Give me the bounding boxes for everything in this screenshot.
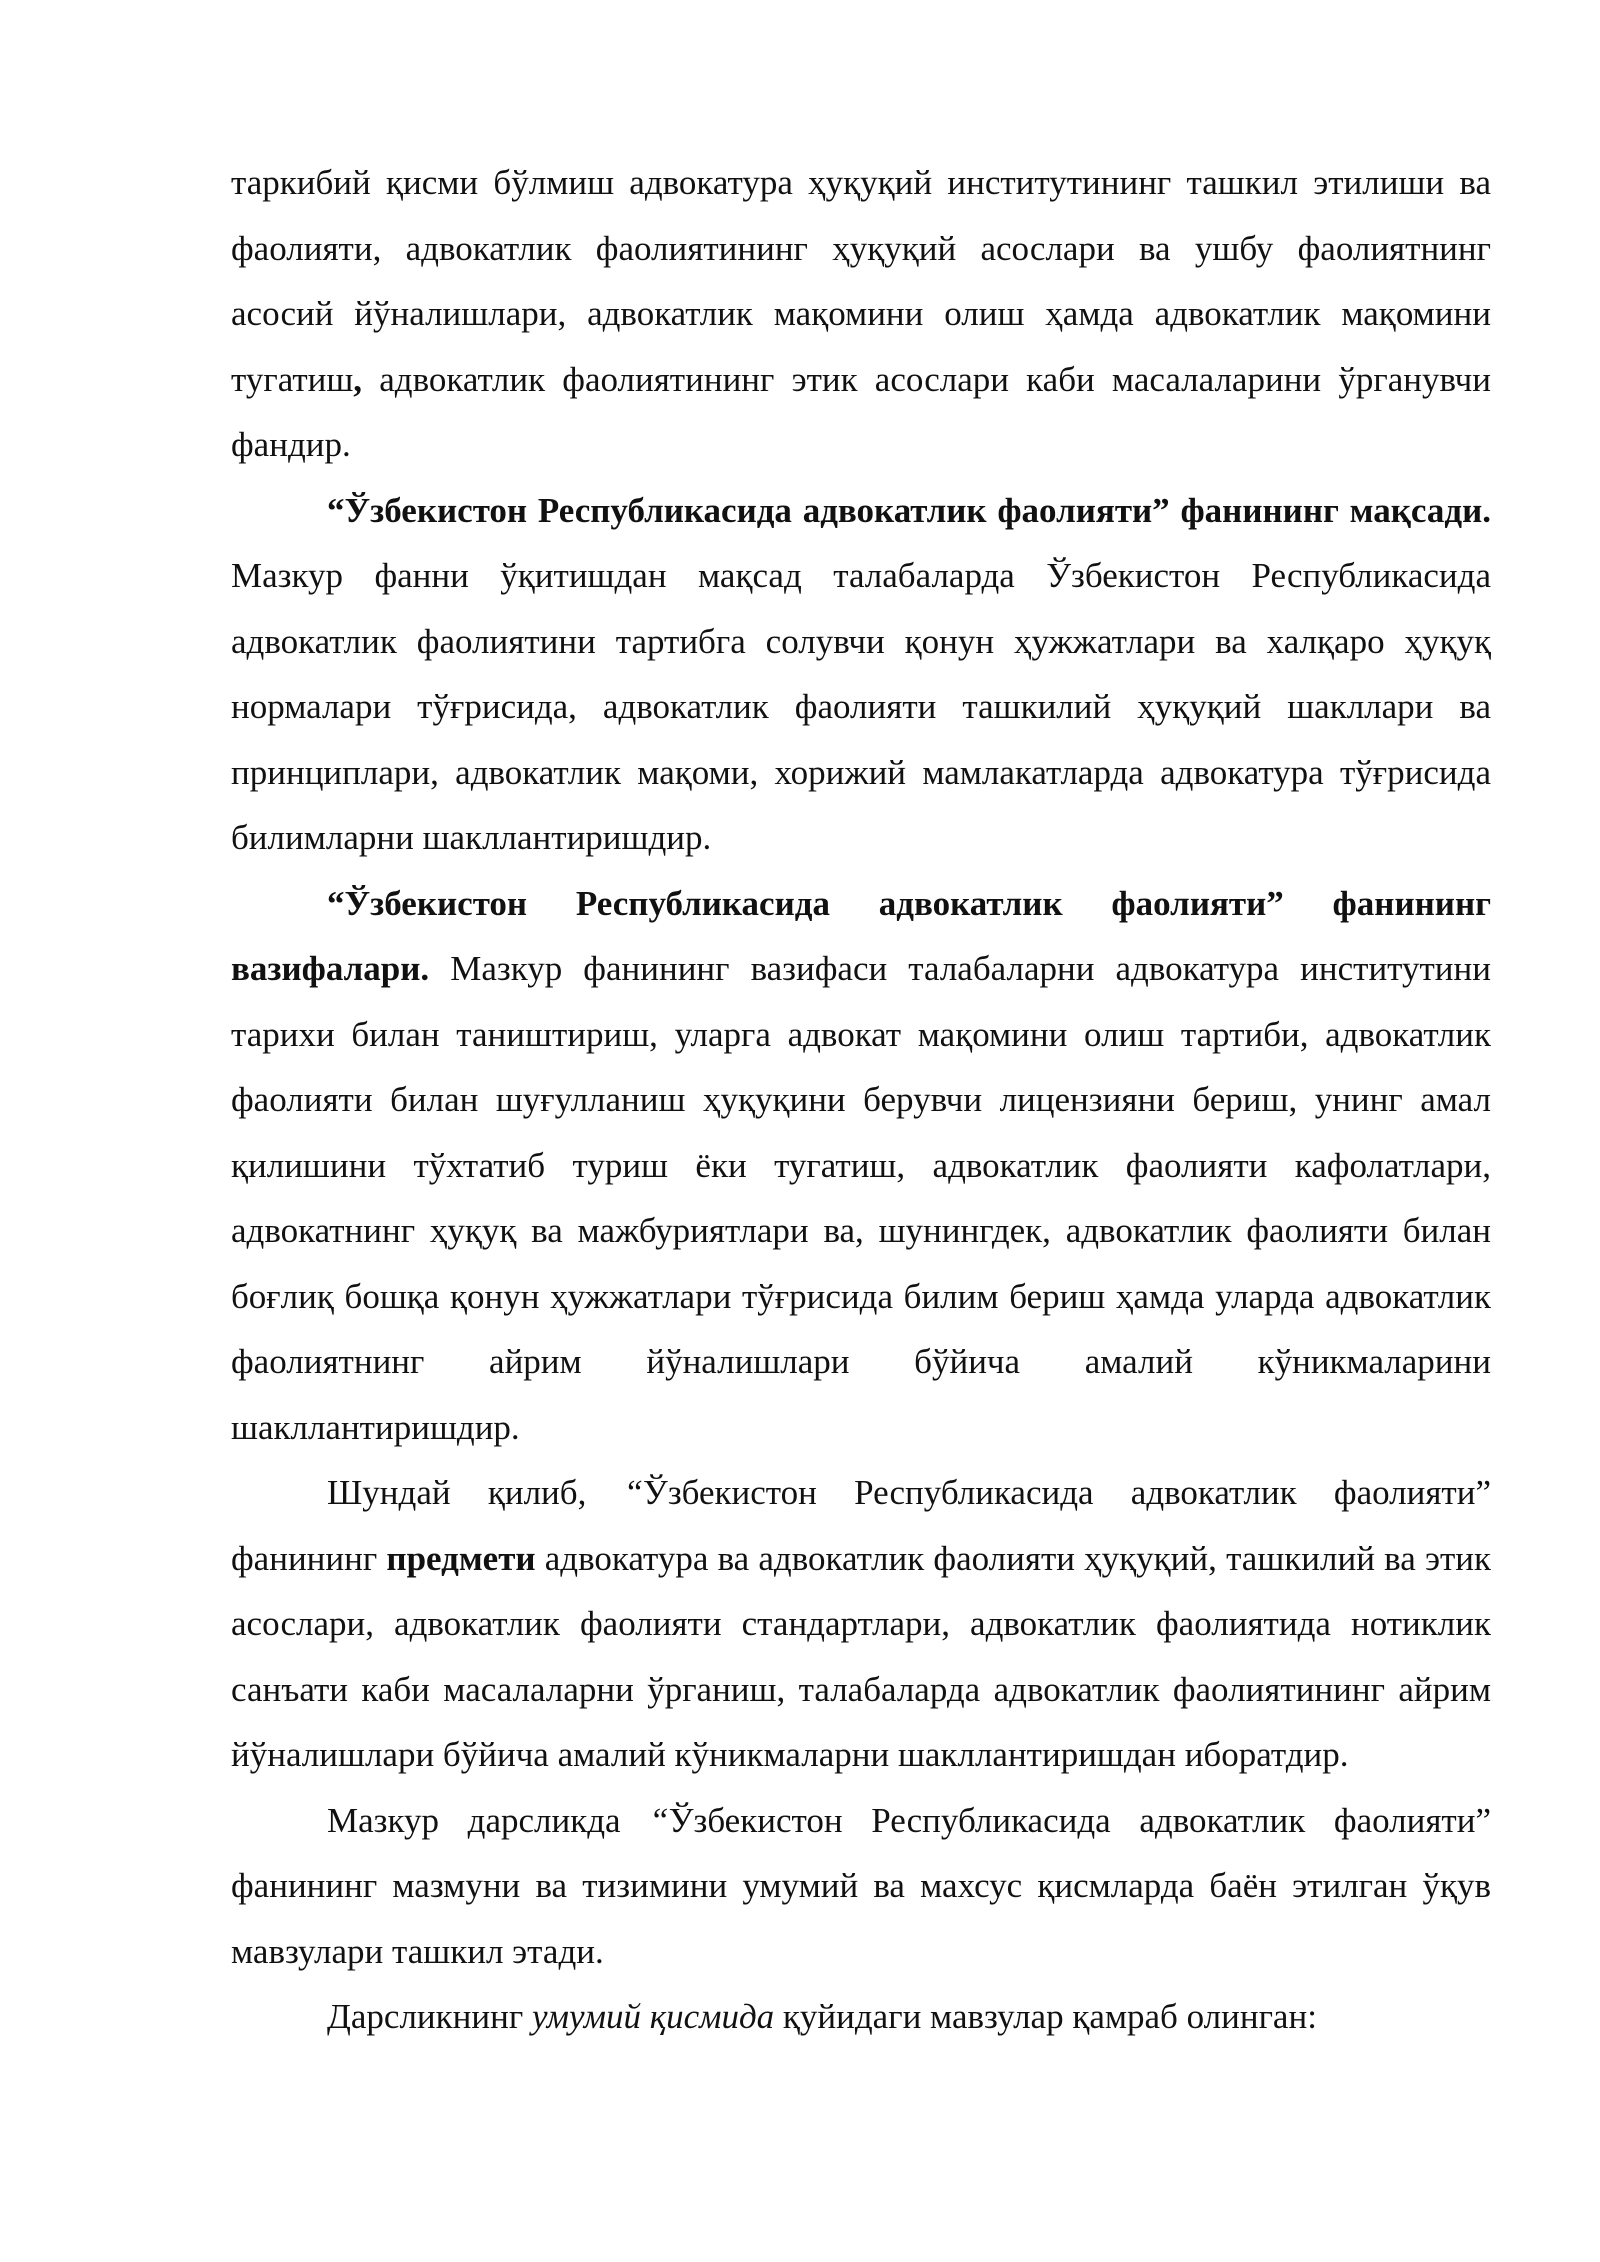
text-run: Мазкур фанни ўқитишдан мақсад талабаларда Ўзбекистон Республикасида адвокатлик фаолиятини тартибга солувчи қонун ҳужжатлари ва халқаро ҳуқуқ нормалари тўғрисида, адвокатлик фаолияти ташкилий ҳуқуқий шакллари ва принциплари, адвокатлик мақоми, хорижий мамлакатларда адвокатура тўғрисида билимларни шакллантиришдир. — [231, 556, 1491, 857]
document-page — [231, 150, 1491, 2050]
text-run-italic: умумий қисмида — [531, 1997, 775, 2036]
text-run: Мазкур фанининг вазифаси талабаларни адвокатура институтини тарихи билан таништириш, уларга адвокат мақомини олиш тартиби, адвокатлик фаолияти билан шуғулланиш ҳуқуқини берувчи лицензияни бериш, унинг амал қилишини тўхтатиб туриш ёки тугатиш, адвокатлик фаолияти кафолатлари, адвокатнинг ҳуқуқ ва мажбуриятлари ва, шунингдек, адвокатлик фаолияти билан боғлиқ бошқа қонун ҳужжатлари тўғрисида билим бериш ҳамда уларда адвокатлик фаолиятнинг айрим йўналишлари бўйича амалий кўникмаларини шакллантиришдир. — [231, 949, 1491, 1447]
text-run: таркибий қисми бўлмиш адвокатура ҳуқуқий институтининг ташкил этилиши ва фаолияти, адвокатлик фаолиятининг ҳуқуқий асослари ва ушбу фаолиятнинг асосий йўналишлари, адвокатлик мақомини олиш ҳамда адвокатлик мақомини тугатиш — [231, 163, 1491, 399]
paragraph-subject-tasks — [231, 871, 1491, 1461]
paragraph-general-part-intro — [231, 1984, 1491, 2050]
text-run: адвокатлик фаолиятининг этик асослари каби масалаларини ўрганувчи фандир. — [231, 359, 1491, 464]
paragraph-intro-continuation — [231, 150, 1491, 478]
text-run: қуйидаги мавзулар қамраб олинган: — [774, 1997, 1317, 2036]
text-run: адвокатура ва адвокатлик фаолияти ҳуқуқий, ташкилий ва этик асослари, адвокатлик фаолияти стандартлари, адвокатлик фаолиятида нотиклик санъати каби масалаларни ўрганиш, талабаларда адвокатлик фаолиятининг айрим йўналишлари бўйича амалий кўникмаларни шакллантиришдан иборатдир. — [231, 1538, 1491, 1774]
text-run: Мазкур дарсликда — [327, 1800, 650, 1840]
text-run: Ўзбекистон Республикасида адвокатлик фаолияти” фанининг — [231, 1473, 1491, 1578]
text-run: Ўзбекистон Республикасида адвокатлик фаолияти” фанининг мазмуни ва тизимини умумий ва махсус қисмларда баён этилган ўқув мавзулари ташкил этади. — [231, 1800, 1491, 1971]
text-run: Дарсликнинг — [327, 1997, 532, 2036]
term-subject-bold: предмети — [386, 1538, 536, 1578]
paragraph-subject-matter — [231, 1460, 1491, 1788]
text-run-bold: , — [353, 359, 363, 399]
text-run-italic: “ — [623, 1473, 644, 1512]
text-run-italic: “ — [649, 1800, 669, 1840]
section-heading-goal: “Ўзбекистон Республикасида адвокатлик фаолияти” фанининг мақсади. — [327, 490, 1491, 530]
section-heading-tasks: “Ўзбекистон Республикасида адвокатлик фаолияти” фанининг вазифалари. — [231, 883, 1491, 988]
text-run: Шундай қилиб, — [327, 1473, 624, 1512]
paragraph-textbook-content — [231, 1788, 1491, 1985]
paragraph-subject-goal — [231, 478, 1491, 871]
